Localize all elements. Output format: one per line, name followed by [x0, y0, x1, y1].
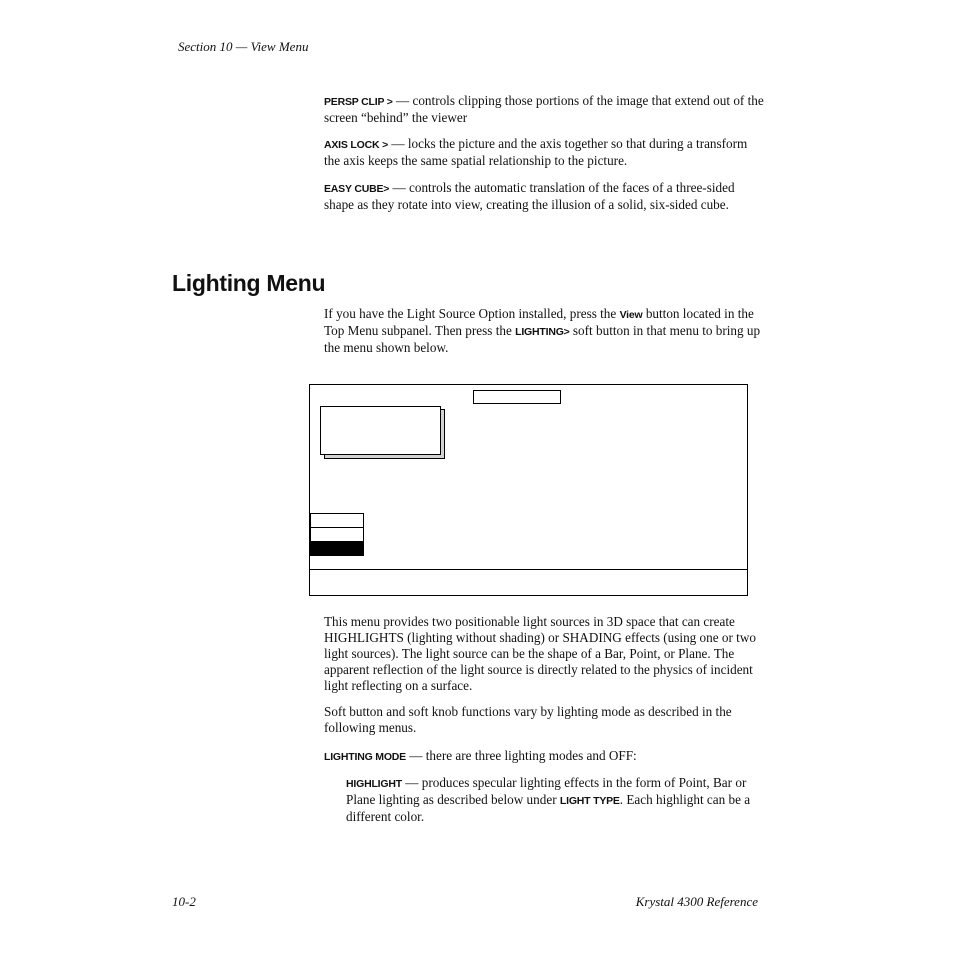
book-title: Krystal 4300 Reference [635, 894, 758, 909]
highlight-item [346, 775, 766, 825]
page-number: 10-2 [172, 894, 196, 909]
menu-title-box [473, 390, 561, 404]
light-type-term: LIGHT TYPE [559, 795, 620, 807]
lighting-intro-paragraph [324, 306, 764, 356]
axis-lock-item [324, 136, 764, 169]
axis-lock-description: — locks the picture and the axis together so that during a transform the axis keeps the same spatial relationship to the picture. [324, 136, 748, 168]
intro-text-3: soft button in that menu to bring up the menu shown below. [324, 323, 761, 355]
running-header: Section 10 — View Menu [178, 39, 309, 54]
description-paragraph-2: Soft button and soft knob functions vary by lighting mode as described in the following menus. [324, 704, 732, 735]
persp-clip-description: — controls clipping those portions of the image that extend out of the screen “behind” the viewer [324, 93, 764, 125]
persp-clip-term: PERSP CLIP > [324, 96, 393, 108]
axis-lock-term: AXIS LOCK > [324, 139, 389, 151]
lighting-menu-diagram [309, 384, 748, 596]
section-heading: Lighting Menu [172, 270, 326, 296]
view-button-term: View [619, 309, 643, 321]
highlight-term: HIGHLIGHT [346, 778, 402, 790]
lighting-mode-item [324, 748, 764, 765]
soft-button-3-selected [310, 541, 364, 556]
soft-button-2 [310, 527, 364, 542]
lighting-mode-description: — there are three lighting modes and OFF: [405, 748, 637, 763]
persp-clip-item [324, 93, 764, 126]
menu-panel-box [320, 406, 441, 455]
easy-cube-term: EASY CUBE> [324, 183, 390, 195]
easy-cube-item [324, 180, 764, 213]
menu-divider-line [310, 569, 747, 570]
lighting-mode-term: LIGHTING MODE [324, 751, 406, 763]
highlight-text-2: . Each highlight can be a different color. [346, 792, 751, 824]
lighting-button-term: LIGHTING> [515, 326, 570, 338]
soft-button-1 [310, 513, 364, 528]
easy-cube-description: — controls the automatic translation of the faces of a three-sided shape as they rotate into view, creating the illusion of a solid, six-sided cube. [324, 180, 735, 212]
description-paragraph-1: This menu provides two positionable light sources in 3D space that can create HIGHLIGHTS (lighting without shading) or SHADING effects (using one or two light sources). The light source can be the shape of a Bar, Point, or Plane. The apparent reflection of the light source is directly related to the physics of incident light reflecting on a surface. [324, 614, 756, 693]
intro-text-2: button located in the Top Menu subpanel. Then press the [324, 306, 754, 338]
intro-text-1: If you have the Light Source Option installed, press the [324, 306, 620, 321]
highlight-text-1: — produces specular lighting effects in the form of Point, Bar or Plane lighting as described below under [346, 775, 747, 807]
